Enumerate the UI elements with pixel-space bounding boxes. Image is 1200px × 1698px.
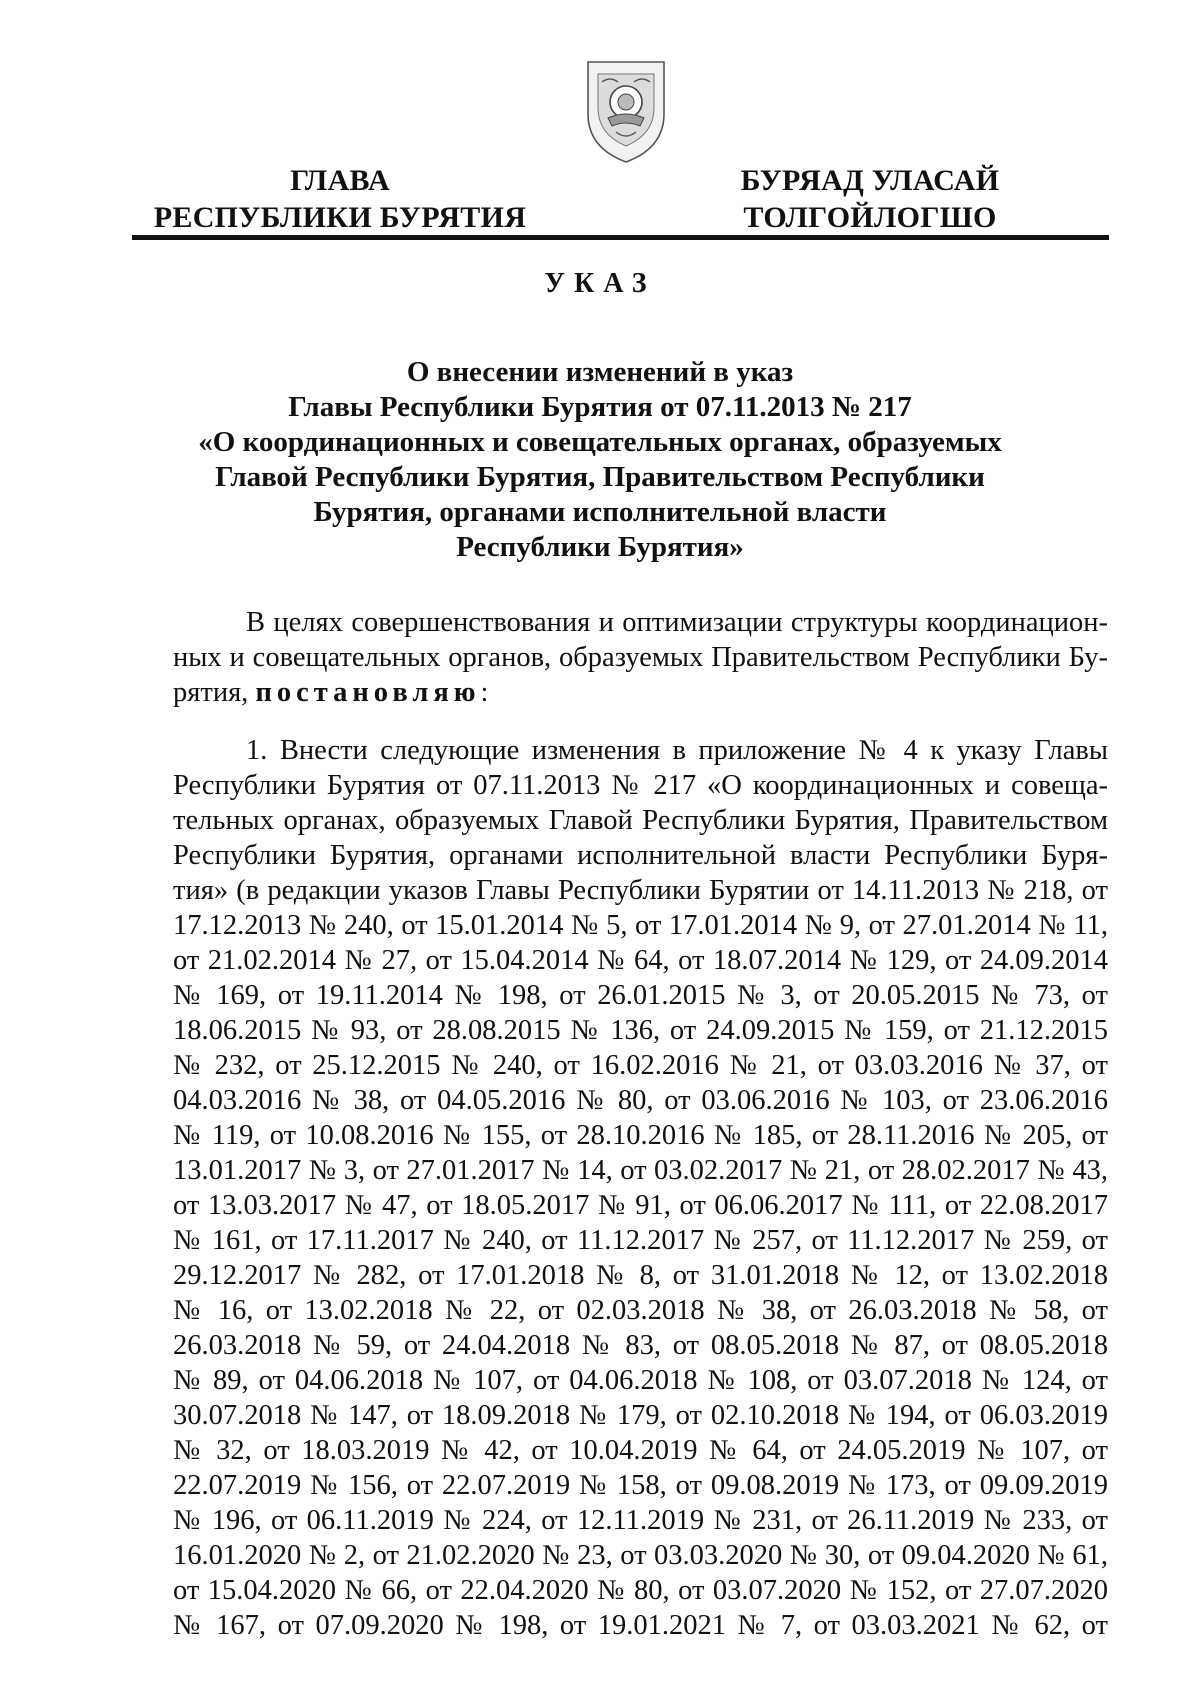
header-right-line-2: ТОЛГОЙЛОГШО bbox=[743, 201, 997, 234]
clause-line: 13.01.2017 № 3, от 27.01.2017 № 14, от 03.02.2017 № 21, от 28.02.2017 № 43, bbox=[173, 1155, 1108, 1186]
title-line: Главы Республики Бурятия от 07.11.2013 № 217 bbox=[288, 391, 912, 423]
clause-line: Республики Бурятия от 07.11.2013 № 217 «О координационных и совеща- bbox=[173, 770, 1108, 801]
clause-line: 18.06.2015 № 93, от 28.08.2015 № 136, от 24.09.2015 № 159, от 21.12.2015 bbox=[173, 1015, 1108, 1046]
header-right-bur bbox=[720, 162, 1020, 236]
clause-line: № 167, от 07.09.2020 № 198, от 19.01.2021 № 7, от 03.03.2021 № 62, от bbox=[173, 1610, 1108, 1641]
preamble-suffix: : bbox=[480, 677, 489, 708]
clause-line: от 15.04.2020 № 66, от 22.04.2020 № 80, от 03.07.2020 № 152, от 27.07.2020 bbox=[173, 1575, 1108, 1606]
clause-line: тельных органах, образуемых Главой Республики Бурятия, Правительством bbox=[173, 805, 1108, 836]
header-left-line-1: ГЛАВА bbox=[290, 164, 390, 197]
preamble-line bbox=[173, 675, 1108, 710]
header-right-line-1: БУРЯАД УЛАСАЙ bbox=[740, 164, 1000, 197]
document-title bbox=[160, 355, 1040, 565]
clause-line: № 161, от 17.11.2017 № 240, от 11.12.2017 № 257, от 11.12.2017 № 259, от bbox=[173, 1225, 1108, 1256]
clause-line: 30.07.2018 № 147, от 18.09.2018 № 179, от 02.10.2018 № 194, от 06.03.2019 bbox=[173, 1400, 1108, 1431]
clause-line: 1. Внести следующие изменения в приложение № 4 к указу Главы bbox=[246, 735, 1108, 766]
clause-line: Республики Бурятия, органами исполнительной власти Республики Буря- bbox=[173, 840, 1108, 871]
header-left-line-2: РЕСПУБЛИКИ БУРЯТИЯ bbox=[153, 201, 527, 234]
clause-line: № 232, от 25.12.2015 № 240, от 16.02.2016 № 21, от 03.03.2016 № 37, от bbox=[173, 1050, 1108, 1081]
clause-line: 29.12.2017 № 282, от 17.01.2018 № 8, от 31.01.2018 № 12, от 13.02.2018 bbox=[173, 1260, 1108, 1291]
clause-line: от 13.03.2017 № 47, от 18.05.2017 № 91, от 06.06.2017 № 111, от 22.08.2017 bbox=[173, 1190, 1108, 1221]
clause-line: 16.01.2020 № 2, от 21.02.2020 № 23, от 03.03.2020 № 30, от 09.04.2020 № 61, bbox=[173, 1540, 1108, 1571]
clause-1-paragraph bbox=[173, 733, 1108, 1643]
preamble-line: ных и совещательных органов, образуемых Правительством Республики Бу- bbox=[173, 642, 1108, 673]
document-type: УКАЗ bbox=[544, 268, 656, 299]
clause-line: № 32, от 18.03.2019 № 42, от 10.04.2019 № 64, от 24.05.2019 № 107, от bbox=[173, 1435, 1108, 1466]
title-line: «О координационных и совещательных органах, образуемых bbox=[198, 426, 1002, 458]
coat-of-arms-emblem bbox=[580, 56, 672, 166]
preamble-line: В целях совершенствования и оптимизации структуры координацион- bbox=[246, 607, 1108, 638]
clause-line: № 119, от 10.08.2016 № 155, от 28.10.2016 № 185, от 28.11.2016 № 205, от bbox=[173, 1120, 1108, 1151]
title-line: О внесении изменений в указ bbox=[406, 356, 794, 388]
clause-line: тия» (в редакции указов Главы Республики Бурятии от 14.11.2013 № 218, от bbox=[173, 875, 1108, 906]
header-divider bbox=[132, 235, 1109, 240]
clause-line: от 21.02.2014 № 27, от 15.04.2014 № 64, от 18.07.2014 № 129, от 24.09.2014 bbox=[173, 945, 1108, 976]
clause-line: № 16, от 13.02.2018 № 22, от 02.03.2018 № 38, от 26.03.2018 № 58, от bbox=[173, 1295, 1108, 1326]
clause-line: 17.12.2013 № 240, от 15.01.2014 № 5, от 17.01.2014 № 9, от 27.01.2014 № 11, bbox=[173, 910, 1108, 941]
header-left-ru bbox=[145, 162, 535, 236]
clause-line: 04.03.2016 № 38, от 04.05.2016 № 80, от 03.06.2016 № 103, от 23.06.2016 bbox=[173, 1085, 1108, 1116]
clause-line: № 89, от 04.06.2018 № 107, от 04.06.2018 № 108, от 03.07.2018 № 124, от bbox=[173, 1365, 1108, 1396]
clause-line: № 169, от 19.11.2014 № 198, от 26.01.2015 № 3, от 20.05.2015 № 73, от bbox=[173, 980, 1108, 1011]
title-line: Республики Бурятия» bbox=[456, 531, 744, 563]
title-line: Главой Республики Бурятия, Правительством Республики bbox=[215, 461, 985, 493]
decree-keyword: постановляю bbox=[255, 677, 481, 708]
preamble-prefix: рятия, bbox=[173, 677, 256, 708]
clause-line: 22.07.2019 № 156, от 22.07.2019 № 158, от 09.08.2019 № 173, от 09.09.2019 bbox=[173, 1470, 1108, 1501]
preamble-paragraph bbox=[173, 605, 1108, 710]
clause-line: 26.03.2018 № 59, от 24.04.2018 № 83, от 08.05.2018 № 87, от 08.05.2018 bbox=[173, 1330, 1108, 1361]
clause-line: № 196, от 06.11.2019 № 224, от 12.11.2019 № 231, от 26.11.2019 № 233, от bbox=[173, 1505, 1108, 1536]
title-line: Бурятия, органами исполнительной власти bbox=[313, 496, 887, 528]
